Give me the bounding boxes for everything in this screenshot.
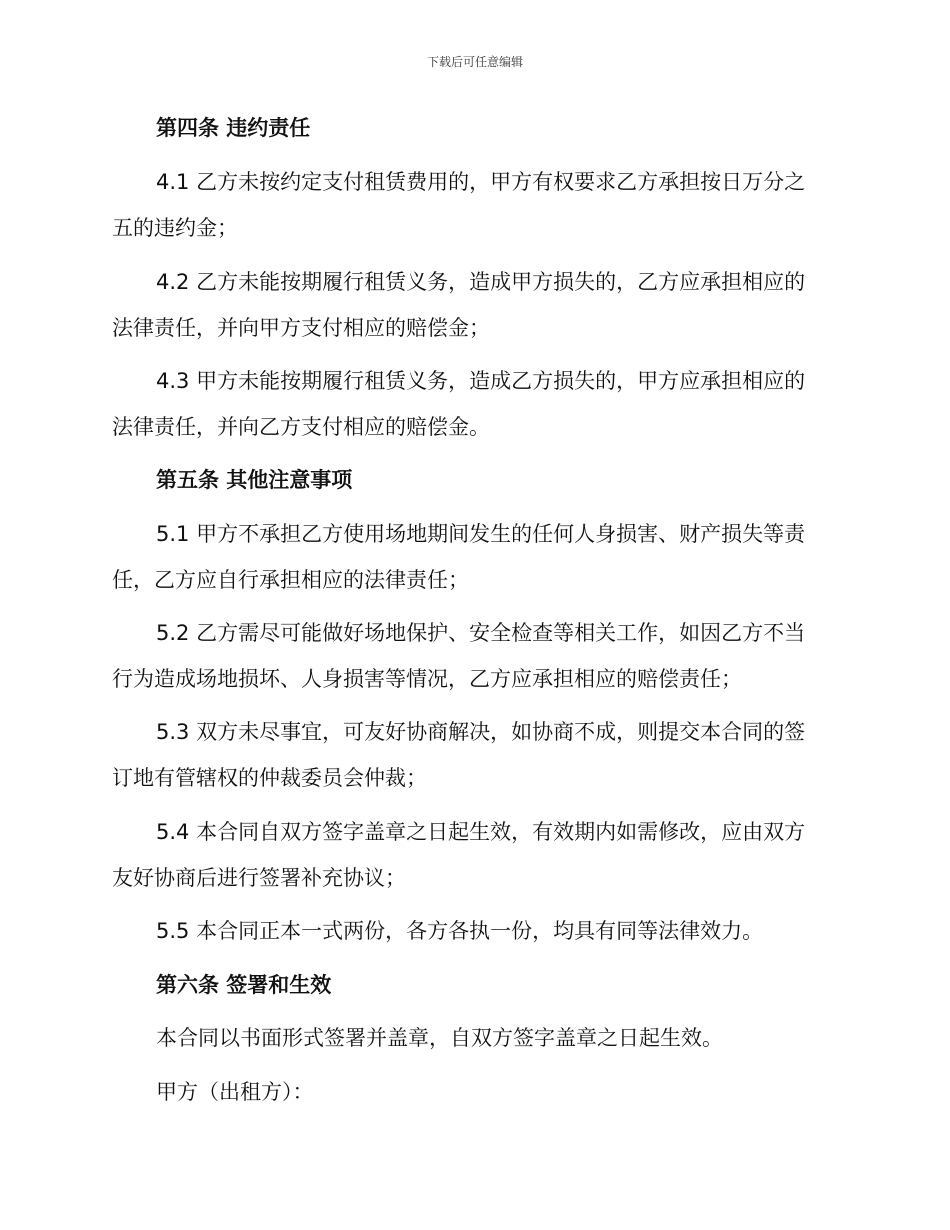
clause-5-2-line-1: 5.2 乙方需尽可能做好场地保护、安全检查等相关工作，如因乙方不当 xyxy=(156,621,806,645)
clause-5-1-line-1: 5.1 甲方不承担乙方使用场地期间发生的任何人身损害、财产损失等责 xyxy=(156,522,806,546)
article-5-heading: 第五条 其他注意事项 xyxy=(156,468,353,492)
clause-4-3-line-2: 法律责任，并向乙方支付相应的赔偿金。 xyxy=(112,415,490,439)
article-6-paragraph: 本合同以书面形式签署并盖章，自双方签字盖章之日起生效。 xyxy=(156,1026,723,1050)
clause-5-3-line-1: 5.3 双方未尽事宜，可友好协商解决，如协商不成，则提交本合同的签 xyxy=(156,720,806,744)
clause-5-5-line-1: 5.5 本合同正本一式两份，各方各执一份，均具有同等法律效力。 xyxy=(156,919,764,943)
article-4-heading: 第四条 违约责任 xyxy=(156,116,311,140)
page-header-note: 下载后可任意编辑 xyxy=(426,55,523,69)
clause-4-1-line-2: 五的违约金； xyxy=(112,216,238,240)
clause-5-4-line-2: 友好协商后进行签署补充协议； xyxy=(112,866,406,890)
clause-4-2-line-1: 4.2 乙方未能按期履行租赁义务，造成甲方损失的，乙方应承担相应的 xyxy=(156,270,806,294)
clause-5-3-line-2: 订地有管辖权的仲裁委员会仲裁； xyxy=(112,766,427,790)
article-6-heading: 第六条 签署和生效 xyxy=(156,973,332,997)
clause-4-3-line-1: 4.3 甲方未能按期履行租赁义务，造成乙方损失的，甲方应承担相应的 xyxy=(156,369,806,393)
clause-5-2-line-2: 行为造成场地损坏、人身损害等情况，乙方应承担相应的赔偿责任； xyxy=(112,667,742,691)
party-a-label: 甲方（出租方）： xyxy=(156,1080,314,1104)
clause-4-2-line-2: 法律责任，并向甲方支付相应的赔偿金； xyxy=(112,316,490,340)
clause-5-4-line-1: 5.4 本合同自双方签字盖章之日起生效，有效期内如需修改，应由双方 xyxy=(156,820,806,844)
clause-4-1-line-1: 4.1 乙方未按约定支付租赁费用的，甲方有权要求乙方承担按日万分之 xyxy=(156,170,806,194)
clause-5-1-line-2: 任，乙方应自行承担相应的法律责任； xyxy=(112,568,469,592)
